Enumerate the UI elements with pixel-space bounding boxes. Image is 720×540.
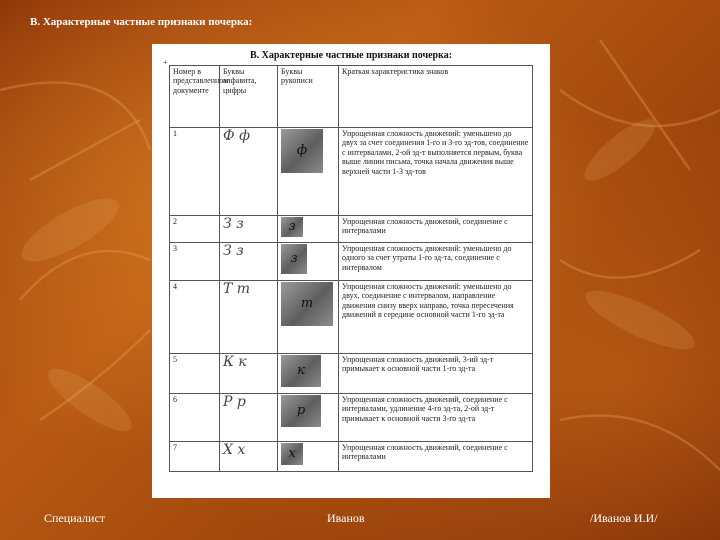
alphabet-glyph: К к	[223, 354, 247, 370]
manuscript-sample	[278, 216, 339, 243]
document-title: В. Характерные частные признаки почерка:	[249, 50, 453, 61]
manuscript-glyph: з	[281, 244, 307, 274]
alphabet-glyph: З з	[223, 216, 244, 232]
row-description: Упрощенная сложность движений, соединение с интервалами	[339, 216, 533, 243]
row-number: 4	[170, 281, 220, 354]
alphabet-glyph: Ф ф	[223, 128, 251, 144]
row-description: Упрощенная сложность движений, 3-ий эд-т примыкает к основной части 1-го эд-та	[339, 354, 533, 394]
footer-name: Иванов	[327, 511, 365, 525]
alphabet-glyph: Т т	[223, 281, 251, 297]
footer-signature: /Иванов И.И/	[590, 511, 658, 525]
table-row	[170, 442, 533, 472]
row-number: 2	[170, 216, 220, 243]
manuscript-glyph: т	[281, 282, 333, 326]
table-row	[170, 281, 533, 354]
table-anchor-mark: +	[163, 58, 168, 67]
manuscript-sample	[278, 442, 339, 472]
manuscript-glyph: ф	[281, 129, 323, 173]
slide-title: В. Характерные частные признаки почерка:	[30, 16, 253, 28]
manuscript-glyph: х	[281, 443, 303, 465]
alphabet-glyph: Х х	[223, 442, 246, 458]
row-number: 3	[170, 243, 220, 281]
table-header-row	[170, 66, 533, 128]
footer-role: Специалист	[44, 511, 106, 525]
row-description: Упрощенная сложность движений: уменьшено до двух за счет соединения 1-го и 3-го эд-тов, соединение с интервалами, 2-ой эд-т выполняется первым, буква выше линии письма, точка начала движения выше верхней части 1-3 эд-тов	[339, 128, 533, 216]
alphabet-sample	[220, 216, 278, 243]
manuscript-sample	[278, 243, 339, 281]
alphabet-sample	[220, 394, 278, 442]
row-description: Упрощенная сложность движений: уменьшено до двух, соединение с интервалом, направление движения снизу вверх направо, точка пересечения движений в середине основной части 1-го эд-та	[339, 281, 533, 354]
row-number: 7	[170, 442, 220, 472]
alphabet-sample	[220, 128, 278, 216]
header-alphabet: Буквы алфавита, цифры	[220, 66, 278, 128]
alphabet-sample	[220, 442, 278, 472]
header-description: Краткая характеристика знаков	[339, 66, 533, 128]
manuscript-glyph: р	[281, 395, 321, 427]
row-number: 5	[170, 354, 220, 394]
manuscript-glyph: з	[281, 217, 303, 237]
manuscript-sample	[278, 394, 339, 442]
table-row	[170, 216, 533, 243]
alphabet-glyph: З з	[223, 243, 244, 259]
manuscript-sample	[278, 281, 339, 354]
row-description: Упрощенная сложность движений, соединение с интервалами, удлинение 4-го эд-та, 2-ой эд-т примыкает к основной части 3-го эд-та	[339, 394, 533, 442]
manuscript-glyph: к	[281, 355, 321, 387]
row-number: 1	[170, 128, 220, 216]
alphabet-sample	[220, 354, 278, 394]
manuscript-sample	[278, 354, 339, 394]
row-number: 6	[170, 394, 220, 442]
alphabet-sample	[220, 243, 278, 281]
alphabet-glyph: Р р	[223, 394, 246, 410]
manuscript-sample	[278, 128, 339, 216]
table-row	[170, 394, 533, 442]
table-row	[170, 354, 533, 394]
features-table	[169, 65, 533, 472]
row-description: Упрощенная сложность движений: уменьшено до одного за счет утраты 1-го эд-та, соединение с интервалом	[339, 243, 533, 281]
row-description: Упрощенная сложность движений, соединение с интервалами	[339, 442, 533, 472]
document-scan	[152, 44, 550, 498]
header-doc-number: Номер в представленном документе	[170, 66, 220, 128]
header-manuscript: Буквы рукописи	[278, 66, 339, 128]
table-row	[170, 243, 533, 281]
table-row	[170, 128, 533, 216]
alphabet-sample	[220, 281, 278, 354]
